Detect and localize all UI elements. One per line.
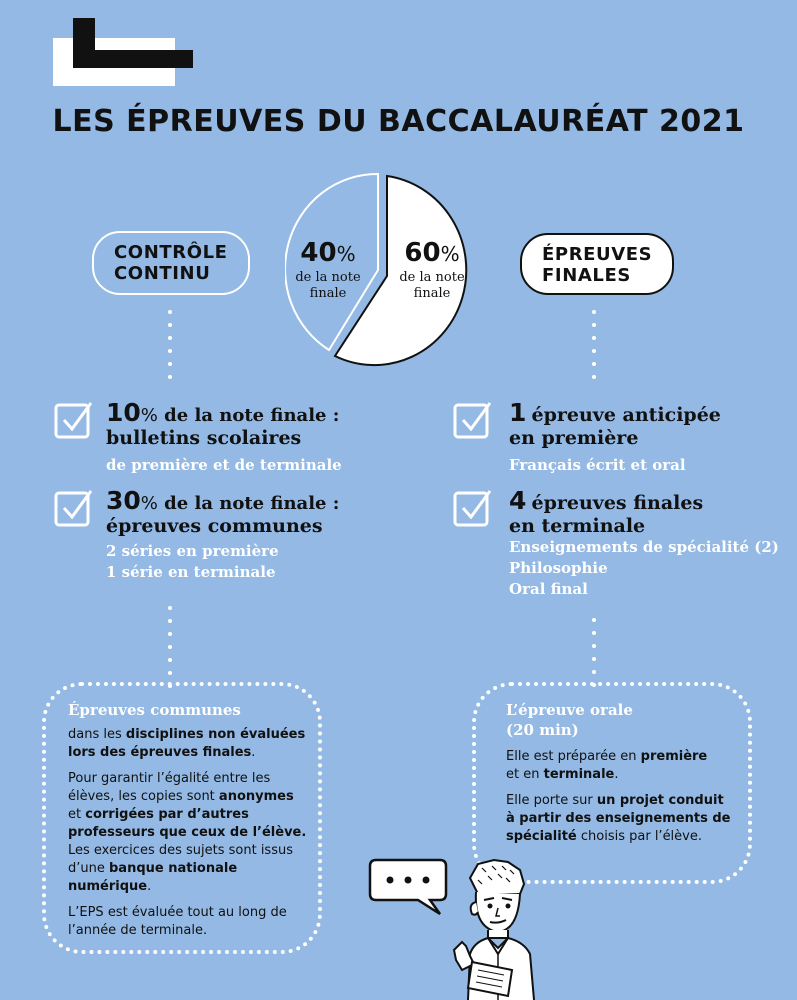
pie-left-value: 40 [300,238,337,268]
right-item-1-line2: en première [509,427,639,449]
left-item-2-detail-1: 2 séries en première [106,542,279,560]
pill-epreuves-finales [520,233,674,295]
box-right-heading1: L’épreuve orale [506,701,633,719]
checkbox-icon [54,488,94,528]
right-item-1-detail-1: Français écrit et oral [509,456,686,474]
box-left-p2c: et [68,807,86,822]
page-title: LES ÉPREUVES DU BACCALAURÉAT 2021 [52,104,745,139]
pill-right-line1: ÉPREUVES [542,244,653,265]
pie-left-line1: de la note [295,270,361,285]
left-item-1-num: 10 [106,398,141,427]
pie-label-left [293,240,363,302]
right-item-2-num: 4 [509,486,527,515]
pie-left-unit: % [336,242,356,266]
left-item-2-detail-2: 1 série en terminale [106,563,276,581]
box-left-heading: Épreuves communes [68,701,241,719]
left-item-2-num: 30 [106,486,141,515]
box-left-p2e: Les exercices des sujets sont issus d’une [68,843,293,876]
pie-right-line1: de la note [399,270,465,285]
left-item-1-unit: % [140,405,158,426]
left-item-2-label: épreuves communes [106,515,323,537]
box-left-p1a: dans les [68,727,126,742]
pie-label-right [392,240,472,302]
checkbox-icon [453,488,493,528]
box-left-p2b: anonymes [218,789,294,804]
box-left-p2d: corrigées par d’autres professeurs que ceux de l’élève. [68,807,307,840]
box-left-p3: L’EPS est évaluée tout au long de l’année de terminale. [68,905,287,938]
box-right-text [506,700,731,854]
box-right-p2a: Elle porte sur [506,793,597,808]
pie-right-unit: % [440,242,460,266]
box-left-p2g: . [147,879,152,894]
right-item-1 [509,398,789,476]
right-item-2-detail-1: Enseignements de spécialité (2) [509,538,779,556]
pill-controle-continu [92,231,250,295]
box-right-p1d: terminale [543,767,615,782]
box-left-p1c: . [251,745,256,760]
student-illustration [448,858,548,1000]
pill-right-line2: FINALES [542,265,631,286]
right-item-2 [509,486,794,600]
box-left-p2a: Pour garantir l’égalité entre les élèves, les copies sont [68,771,271,804]
left-item-2 [106,486,406,583]
pill-left-line1: CONTRÔLE [114,242,228,263]
right-item-2-detail-2: Philosophie [509,559,608,577]
left-item-1-suffix: de la note finale : [157,405,340,426]
checkbox-icon [453,400,493,440]
box-right-p1b: première [640,749,708,764]
speech-bubble-icon [368,858,448,916]
checkbox-icon [54,400,94,440]
dotted-connector-left-top [168,310,172,388]
left-item-1 [106,398,406,476]
box-right-p2c: choisis par l’élève. [576,829,702,844]
box-right-p1c: et en [506,767,544,782]
dotted-connector-right-top [592,310,596,388]
right-item-2-detail-3: Oral final [509,580,588,598]
box-right-p2b: un projet conduit à partir des enseignements de spécialité [506,793,731,844]
right-item-1-line1: épreuve anticipée [531,404,721,426]
pie-right-value: 60 [404,238,441,268]
pie-right-line2: finale [413,286,451,301]
box-right-heading2: (20 min) [506,721,579,739]
pie-left-line2: finale [309,286,347,301]
logo-mark [53,18,193,88]
box-left-p1b: disciplines non évaluées lors des épreuves finales [68,727,306,760]
box-right-p1a: Elle est préparée en [506,749,641,764]
left-item-2-suffix: de la note finale : [157,493,340,514]
right-item-1-num: 1 [509,398,527,427]
box-left-p2f: banque nationale numérique [68,861,238,894]
pill-left-line2: CONTINU [114,263,211,284]
left-item-2-unit: % [140,493,158,514]
right-item-2-line1: épreuves finales [531,492,704,514]
box-left-text [68,700,308,948]
right-item-2-line2: en terminale [509,515,646,537]
box-right-p1e: . [614,767,619,782]
left-item-1-detail-1: de première et de terminale [106,456,342,474]
left-item-1-label: bulletins scolaires [106,427,302,449]
